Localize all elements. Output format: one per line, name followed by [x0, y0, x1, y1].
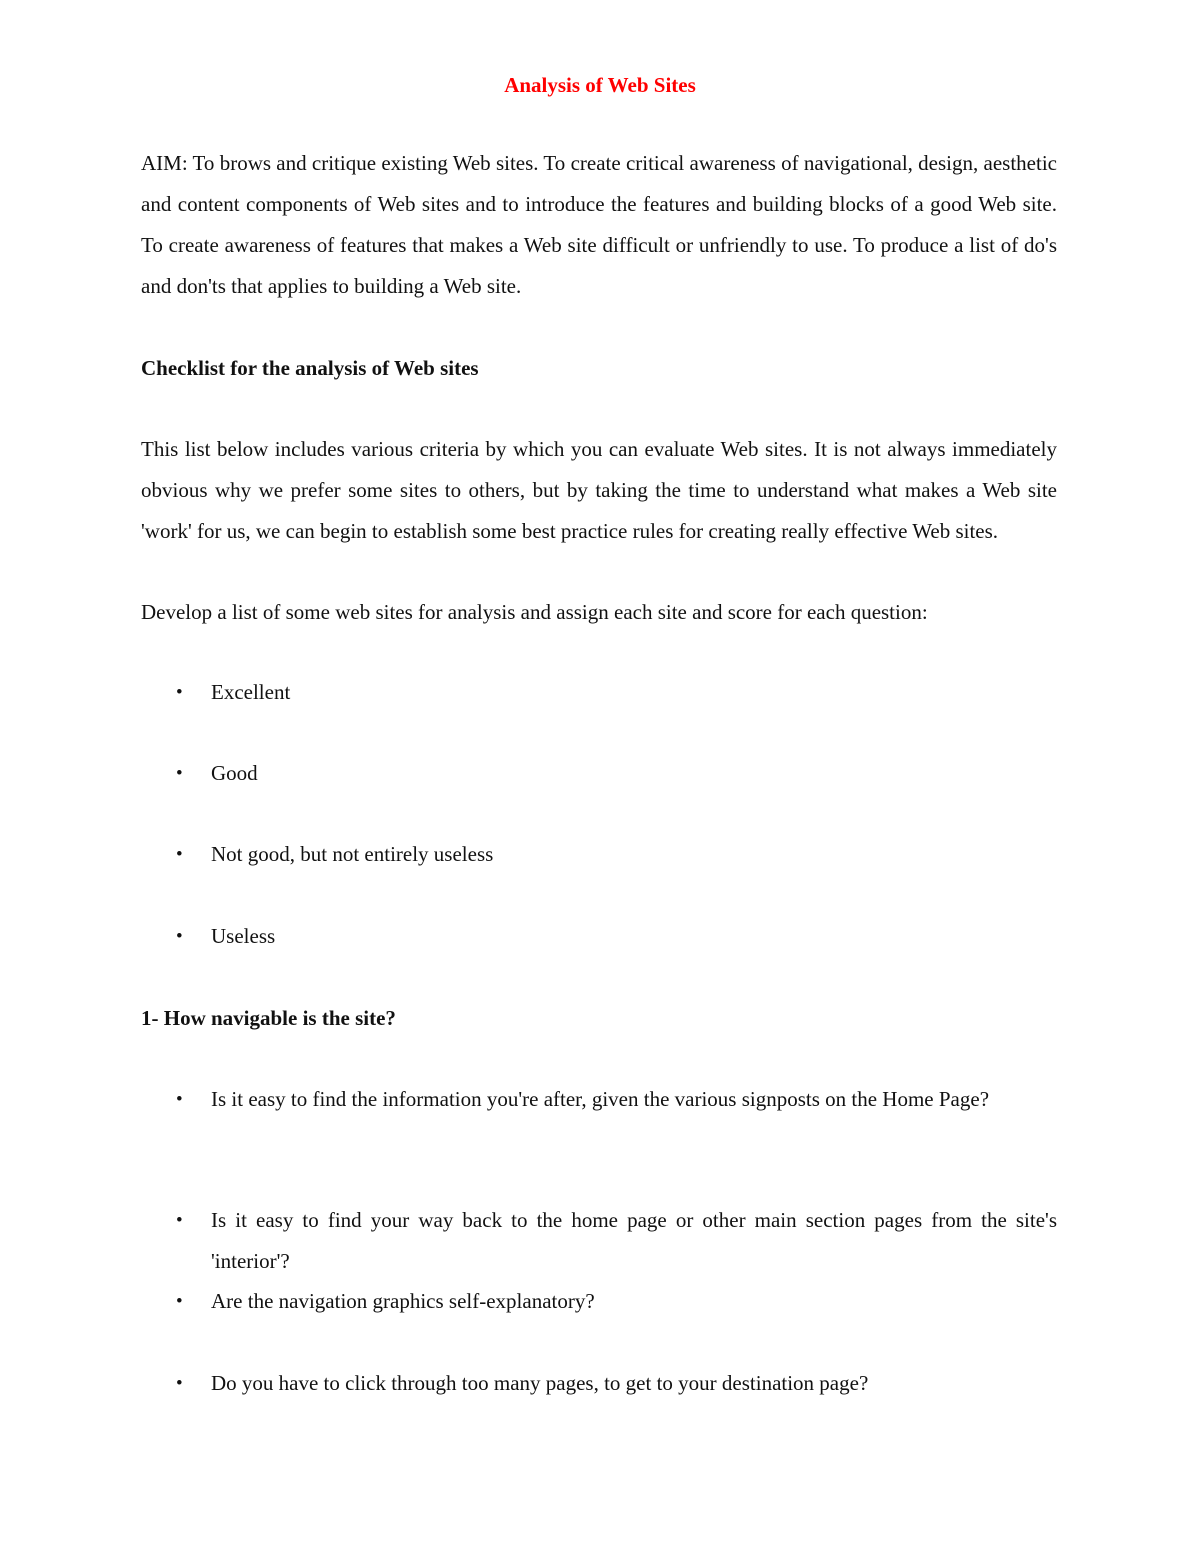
list-item: Is it easy to find your way back to the home page or other main section pages from the site's 'interior'?	[211, 1208, 1057, 1273]
checklist-heading: Checklist for the analysis of Web sites	[141, 356, 479, 380]
bullet-icon: •	[176, 1373, 183, 1394]
section1-heading: 1- How navigable is the site?	[141, 1006, 396, 1030]
bullet-icon: •	[176, 926, 183, 947]
list-item: Useless	[211, 924, 276, 948]
bullet-icon: •	[176, 682, 183, 703]
list-item: Is it easy to find the information you're after, given the various signposts on the Home Page?	[211, 1087, 990, 1111]
bullet-icon: •	[176, 1210, 183, 1231]
list-item: Not good, but not entirely useless	[211, 842, 494, 866]
list-item: Good	[211, 761, 258, 785]
bullet-icon: •	[176, 763, 183, 784]
bullet-icon: •	[176, 1291, 183, 1312]
list-item: Excellent	[211, 680, 291, 704]
aim-paragraph: AIM: To brows and critique existing Web sites. To create critical awareness of navigational, design, aesthetic and content components of Web sites and to introduce the features and building blocks of a good Web site. To create awareness of features that makes a Web site difficult or unfriendly to use. To produce a list of do's and don'ts that applies to building a Web site.	[141, 151, 1057, 298]
intro-paragraph: This list below includes various criteria by which you can evaluate Web sites. It is not always immediately obvious why we prefer some sites to others, but by taking the time to understand what makes a Web site 'work' for us, we can begin to establish some best practice rules for creating really effective Web sites.	[141, 437, 1057, 543]
develop-paragraph: Develop a list of some web sites for analysis and assign each site and score for each question:	[141, 600, 928, 624]
document-title: Analysis of Web Sites	[504, 73, 696, 97]
bullet-icon: •	[176, 844, 183, 865]
bullet-icon: •	[176, 1089, 183, 1110]
list-item: Are the navigation graphics self-explanatory?	[211, 1289, 595, 1313]
list-item: Do you have to click through too many pages, to get to your destination page?	[211, 1371, 869, 1395]
